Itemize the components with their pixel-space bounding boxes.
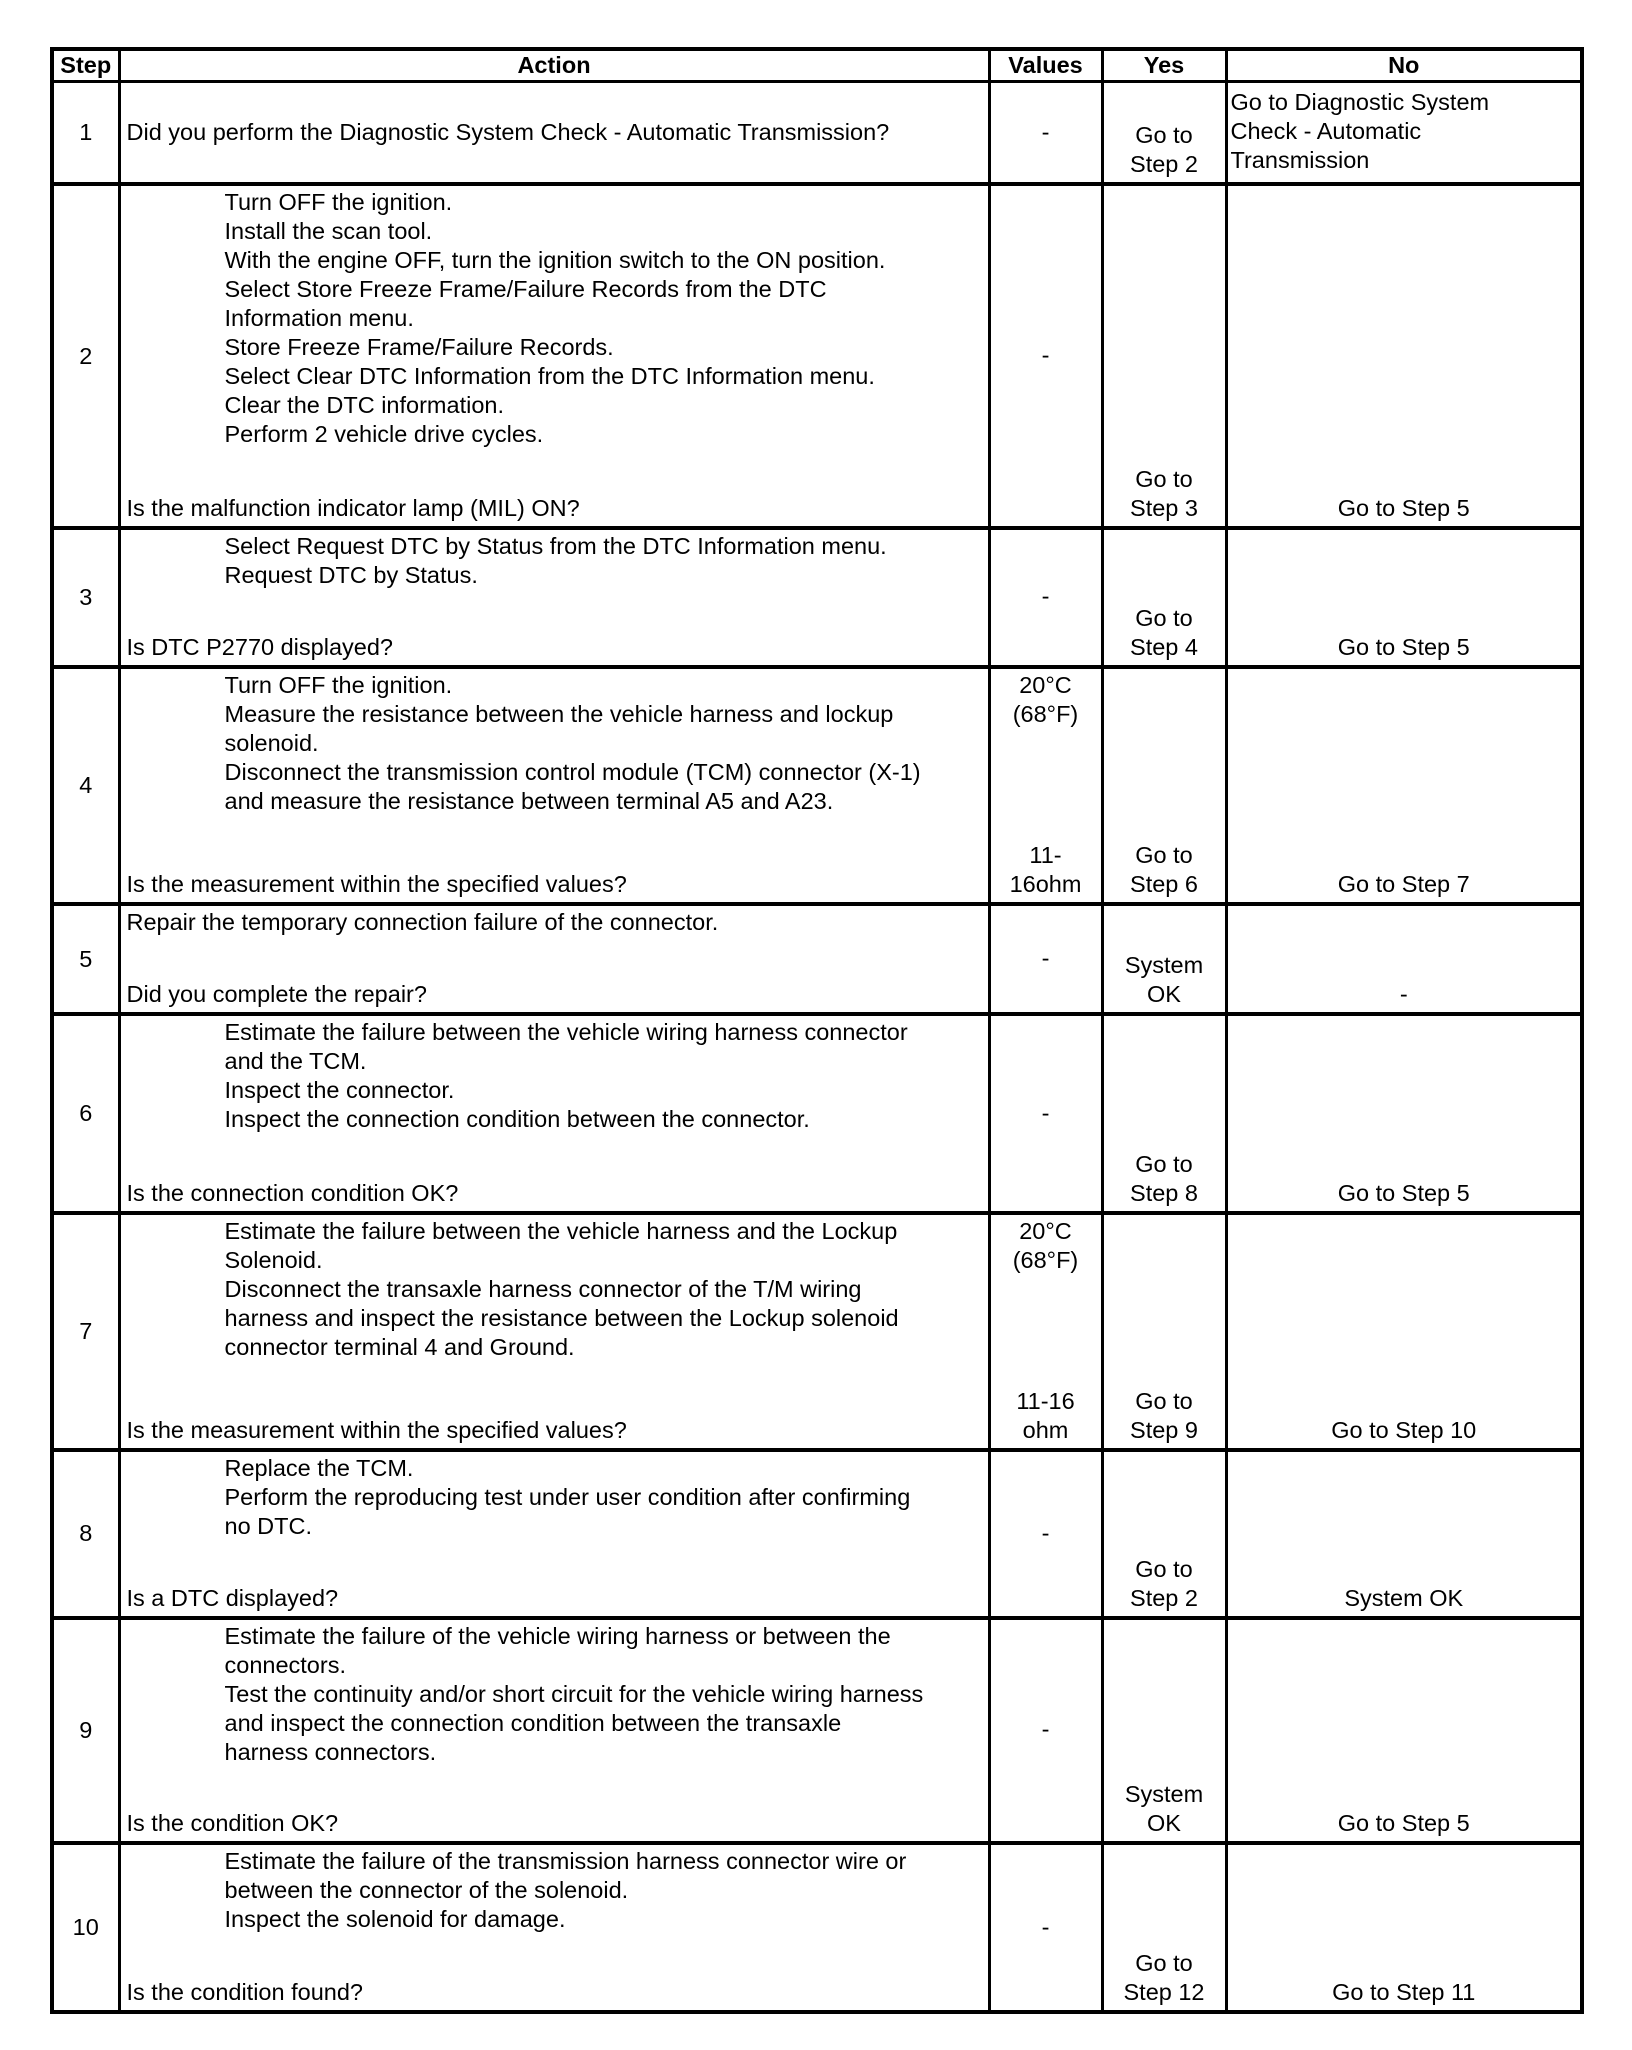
values-cell (989, 1213, 1102, 1450)
no-cell (1226, 184, 1582, 527)
no-cell (1226, 1014, 1582, 1212)
values-line: - (1041, 118, 1050, 145)
values-cell (989, 82, 1102, 185)
values-line: - (1041, 1913, 1050, 1940)
action-content (127, 1217, 982, 1445)
values-line: - (1041, 945, 1050, 972)
yes-line: Go to (1135, 1150, 1193, 1177)
yes-line: System (1124, 1781, 1204, 1808)
values-cell (989, 184, 1102, 527)
action-cell (119, 1014, 989, 1212)
instruction-line: Disconnect the transmission control module (TCM) connector (X-1) (224, 758, 921, 785)
action-cell (119, 904, 989, 1014)
instruction-line: Estimate the failure of the vehicle wiring harness or between the (224, 1622, 891, 1649)
instruction-line: Inspect the solenoid for damage. (224, 1906, 566, 1933)
instruction-line: Estimate the failure between the vehicle harness and the Lockup (224, 1217, 898, 1244)
yes-cell (1102, 1843, 1226, 2012)
values-content (993, 188, 1099, 522)
action-content (127, 532, 982, 662)
action-content (127, 908, 982, 1009)
values-cell (989, 1843, 1102, 2012)
no-cell (1226, 667, 1582, 904)
action-question: Is the measurement within the specified values? (126, 871, 627, 898)
instruction-line: Replace the TCM. (224, 1455, 414, 1482)
yes-line: Go to (1135, 1555, 1193, 1582)
values-line: - (1041, 342, 1050, 369)
values-content (993, 1847, 1099, 2007)
instruction-line: and the TCM. (224, 1048, 367, 1075)
no-cell (1226, 82, 1582, 185)
yes-line: Go to (1135, 1950, 1193, 1976)
no-line: Transmission (1230, 146, 1370, 173)
values-line: - (1041, 1716, 1050, 1743)
instruction-line: Perform the reproducing test under user condition after confirming (224, 1484, 911, 1511)
step-cell: 5 (52, 904, 119, 1014)
yes-cell (1102, 1014, 1226, 1212)
table-row (52, 1213, 1582, 1450)
action-content (127, 1018, 982, 1207)
no-line: Go to Step 5 (1337, 494, 1470, 521)
instruction-line: connector terminal 4 and Ground. (224, 1333, 575, 1360)
header-action: Action (119, 49, 989, 82)
table-row (52, 1843, 1582, 2012)
instruction-line: Perform 2 vehicle drive cycles. (224, 421, 544, 448)
instruction-line: and inspect the connection condition between the transaxle (224, 1709, 842, 1736)
yes-line: Step 9 (1130, 1417, 1198, 1444)
header-step: Step (52, 49, 119, 82)
no-line: Go to Step 5 (1337, 1179, 1470, 1206)
instruction-line: Store Freeze Frame/Failure Records. (224, 334, 614, 361)
instruction-line: Estimate the failure of the transmission harness connector wire or (224, 1848, 907, 1875)
action-cell (119, 1213, 989, 1450)
instruction-line: Estimate the failure between the vehicle wiring harness connector (224, 1019, 908, 1046)
step-cell: 10 (52, 1843, 119, 2012)
yes-line: Go to (1135, 842, 1193, 869)
instruction-line: Information menu. (224, 305, 414, 332)
no-cell (1226, 528, 1582, 667)
action-question: Is the malfunction indicator lamp (MIL) ON? (126, 494, 580, 521)
table-row (52, 1618, 1582, 1844)
values-cell (989, 904, 1102, 1014)
values-line: - (1041, 583, 1050, 610)
action-content (127, 1454, 982, 1613)
action-cell (119, 1618, 989, 1844)
yes-cell (1102, 528, 1226, 667)
step-cell: 2 (52, 184, 119, 527)
instruction-line: and measure the resistance between terminal A5 and A23. (224, 787, 834, 814)
yes-line: Step 4 (1130, 633, 1198, 660)
instruction-line: Disconnect the transaxle harness connector of the T/M wiring (224, 1275, 862, 1302)
action-cell (119, 1843, 989, 2012)
no-line: Go to Diagnostic System (1230, 88, 1490, 115)
action-content (127, 1622, 982, 1839)
action-content (127, 188, 982, 522)
instruction-line: Install the scan tool. (224, 218, 433, 245)
yes-line: OK (1147, 1810, 1181, 1837)
no-line: Go to Step 11 (1332, 1979, 1476, 2005)
values-line: 16ohm (1009, 871, 1082, 898)
values-line: - (1041, 1519, 1050, 1546)
instruction-line: Turn OFF the ignition. (224, 189, 453, 216)
header-values: Values (989, 49, 1102, 82)
step-cell: 3 (52, 528, 119, 667)
step-cell: 8 (52, 1450, 119, 1618)
instruction-line: Select Request DTC by Status from the DTC Information menu. (224, 532, 887, 559)
no-line: Go to Step 7 (1337, 871, 1470, 898)
yes-line: System (1124, 952, 1204, 979)
values-content (993, 1454, 1099, 1613)
values-line: 11-16 (1016, 1388, 1075, 1415)
action-question: Did you complete the repair? (126, 981, 427, 1008)
yes-line: Step 6 (1130, 871, 1198, 898)
no-line: Go to Step 5 (1337, 633, 1470, 660)
header-yes: Yes (1102, 49, 1226, 82)
no-line: System OK (1344, 1584, 1464, 1611)
instruction-line: Select Clear DTC Information from the DTC Information menu. (224, 363, 875, 390)
table-row (52, 184, 1582, 527)
table-row (52, 82, 1582, 185)
instruction-line: Clear the DTC information. (224, 392, 504, 419)
values-cell (989, 667, 1102, 904)
instruction-line: between the connector of the solenoid. (224, 1877, 629, 1904)
values-line: (68°F) (1012, 1246, 1079, 1273)
values-content (993, 85, 1099, 179)
yes-line: Go to (1135, 1388, 1193, 1415)
table-row (52, 904, 1582, 1014)
action-question: Is the condition OK? (126, 1810, 339, 1837)
action-lead: Repair the temporary connection failure of the connector. (126, 909, 719, 936)
instruction-line: Inspect the connection condition between the connector. (224, 1106, 810, 1133)
header-row (52, 49, 1582, 82)
action-content (127, 85, 982, 179)
values-content (993, 908, 1099, 1009)
action-cell (119, 528, 989, 667)
no-line: Go to Step 5 (1337, 1810, 1470, 1837)
values-content (993, 1622, 1099, 1839)
action-cell (119, 667, 989, 904)
values-cell (989, 1450, 1102, 1618)
action-cell (119, 184, 989, 527)
table-row (52, 528, 1582, 667)
instruction-line: connectors. (224, 1651, 346, 1678)
values-line: (68°F) (1012, 700, 1079, 727)
instruction-line: Turn OFF the ignition. (224, 671, 453, 698)
action-question: Is the condition found? (126, 1979, 363, 2005)
instruction-line: Request DTC by Status. (224, 561, 478, 588)
values-content (993, 1018, 1099, 1207)
instruction-line: Select Store Freeze Frame/Failure Records from the DTC (224, 276, 827, 303)
yes-cell (1102, 904, 1226, 1014)
yes-line: OK (1147, 981, 1181, 1008)
values-line: ohm (1022, 1417, 1069, 1444)
values-line: 11- (1029, 842, 1062, 869)
no-line: Go to Step 10 (1331, 1417, 1477, 1444)
no-line: - (1399, 981, 1408, 1008)
values-cell (989, 1618, 1102, 1844)
no-cell (1226, 1618, 1582, 1844)
action-question: Is DTC P2770 displayed? (126, 633, 393, 660)
values-content (993, 1217, 1099, 1445)
instruction-line: no DTC. (224, 1513, 312, 1540)
values-content (993, 532, 1099, 662)
yes-line: Go to (1135, 604, 1193, 631)
no-cell (1226, 1213, 1582, 1450)
yes-line: Step 3 (1130, 494, 1198, 521)
action-question: Is a DTC displayed? (126, 1584, 339, 1611)
instruction-line: solenoid. (224, 729, 319, 756)
yes-line: Go to (1135, 465, 1193, 492)
action-question: Is the measurement within the specified values? (126, 1417, 627, 1444)
yes-line: Step 8 (1130, 1179, 1198, 1206)
yes-line: Go to (1135, 122, 1193, 149)
yes-cell (1102, 1450, 1226, 1618)
no-cell (1226, 1843, 1582, 2012)
step-cell: 7 (52, 1213, 119, 1450)
yes-cell (1102, 1213, 1226, 1450)
instruction-line: Solenoid. (224, 1246, 323, 1273)
yes-cell (1102, 82, 1226, 185)
instruction-line: Test the continuity and/or short circuit for the vehicle wiring harness (224, 1680, 924, 1707)
instruction-line: Measure the resistance between the vehicle harness and lockup (224, 700, 894, 727)
yes-line: Step 2 (1130, 151, 1198, 178)
yes-cell (1102, 184, 1226, 527)
yes-line: Step 12 (1123, 1979, 1205, 2005)
values-line: 20°C (1019, 671, 1072, 698)
no-cell (1226, 1450, 1582, 1618)
action-cell (119, 1450, 989, 1618)
action-content (127, 671, 982, 899)
no-cell (1226, 904, 1582, 1014)
table-row (52, 667, 1582, 904)
table-row (52, 1014, 1582, 1212)
action-cell (119, 82, 989, 185)
values-content (993, 671, 1099, 899)
table-body (52, 82, 1582, 2013)
table-row (52, 1450, 1582, 1618)
instruction-line: With the engine OFF, turn the ignition switch to the ON position. (224, 247, 886, 274)
values-line: 20°C (1019, 1217, 1072, 1244)
diagnostic-table (50, 47, 1584, 2014)
instruction-line: harness connectors. (224, 1738, 437, 1765)
yes-cell (1102, 1618, 1226, 1844)
step-cell: 4 (52, 667, 119, 904)
action-content (127, 1847, 982, 2007)
step-cell: 9 (52, 1618, 119, 1844)
step-cell: 6 (52, 1014, 119, 1212)
yes-cell (1102, 667, 1226, 904)
step-cell: 1 (52, 82, 119, 185)
action-question: Is the connection condition OK? (126, 1179, 459, 1206)
header-no: No (1226, 49, 1582, 82)
values-cell (989, 1014, 1102, 1212)
action-question: Did you perform the Diagnostic System Check - Automatic Transmission? (126, 118, 890, 145)
values-cell (989, 528, 1102, 667)
yes-line: Step 2 (1130, 1584, 1198, 1611)
values-line: - (1041, 1099, 1050, 1126)
no-line: Check - Automatic (1230, 117, 1422, 144)
instruction-line: Inspect the connector. (224, 1077, 455, 1104)
instruction-line: harness and inspect the resistance between the Lockup solenoid (224, 1304, 899, 1331)
